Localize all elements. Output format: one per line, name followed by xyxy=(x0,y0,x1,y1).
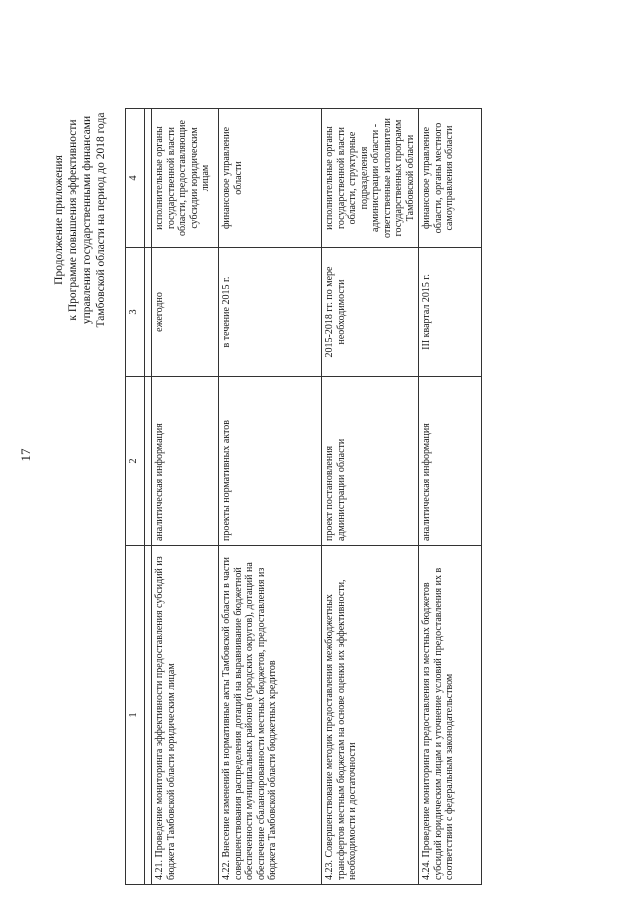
column-header: 4 xyxy=(126,109,145,248)
result-cell: аналитическая информация xyxy=(419,377,482,546)
measures-table xyxy=(125,108,482,885)
column-header: 1 xyxy=(126,546,145,885)
table-row xyxy=(219,109,322,885)
measure-cell: 4.22. Внесение изменений в нормативные акты Тамбовской области в части совершенствования распределения дотаций на выравнивание бюджетной обеспеченности муниципальных районов (городских округов), дотаций на обеспечение сбалансированности местных бюджетов, предоставления из бюджета Тамбовской области бюджетных кредитов xyxy=(219,546,322,885)
measure-cell: 4.21. Проведение мониторинга эффективности предоставления субсидий из бюджета Тамбовской области юридическим лицам xyxy=(152,546,219,885)
header-line: Продолжение приложения xyxy=(53,155,65,285)
result-cell: аналитическая информация xyxy=(152,377,219,546)
table-header-row xyxy=(126,109,145,885)
deadline-cell: в течение 2015 г. xyxy=(219,248,322,377)
table-row xyxy=(419,109,482,885)
result-cell: проекты нормативных актов xyxy=(219,377,322,546)
appendix-header xyxy=(52,60,108,380)
responsible-cell: финансовое управление области xyxy=(219,109,322,248)
responsible-cell: исполнительные органы государственной власти области, предоставляющие субсидии юридическим лицам xyxy=(152,109,219,248)
header-line: к Программе повышения эффективности xyxy=(67,119,79,321)
deadline-cell: 2015-2018 гг. по мере необходимости xyxy=(322,248,419,377)
header-line: управления государственными финансами xyxy=(81,115,93,325)
deadline-cell: ежегодно xyxy=(152,248,219,377)
responsible-cell: исполнительные органы государственной власти области, структурные подразделения администрации области - ответственные исполнители государственных программ Тамбовской области xyxy=(322,109,419,248)
page-number: 17 xyxy=(18,448,33,462)
column-header: 3 xyxy=(126,248,145,377)
deadline-cell: III квартал 2015 г. xyxy=(419,248,482,377)
table-row xyxy=(322,109,419,885)
column-header: 2 xyxy=(126,377,145,546)
spacer-row xyxy=(145,109,152,885)
header-line: Тамбовской области на период до 2018 года xyxy=(95,112,107,328)
responsible-cell: финансовое управление области, органы местного самоуправления области xyxy=(419,109,482,248)
measure-cell: 4.23. Совершенствование методик предоставления межбюджетных трансфертов местным бюджетам на основе оценки их эффективности, необходимости и достаточности xyxy=(322,546,419,885)
table-row xyxy=(152,109,219,885)
measure-cell: 4.24. Проведение мониторинга предоставления из местных бюджетов субсидий юридическим лицам и уточнение условий предоставления их в соответствии с федеральным законодательством xyxy=(419,546,482,885)
result-cell: проект постановления администрации области xyxy=(322,377,419,546)
